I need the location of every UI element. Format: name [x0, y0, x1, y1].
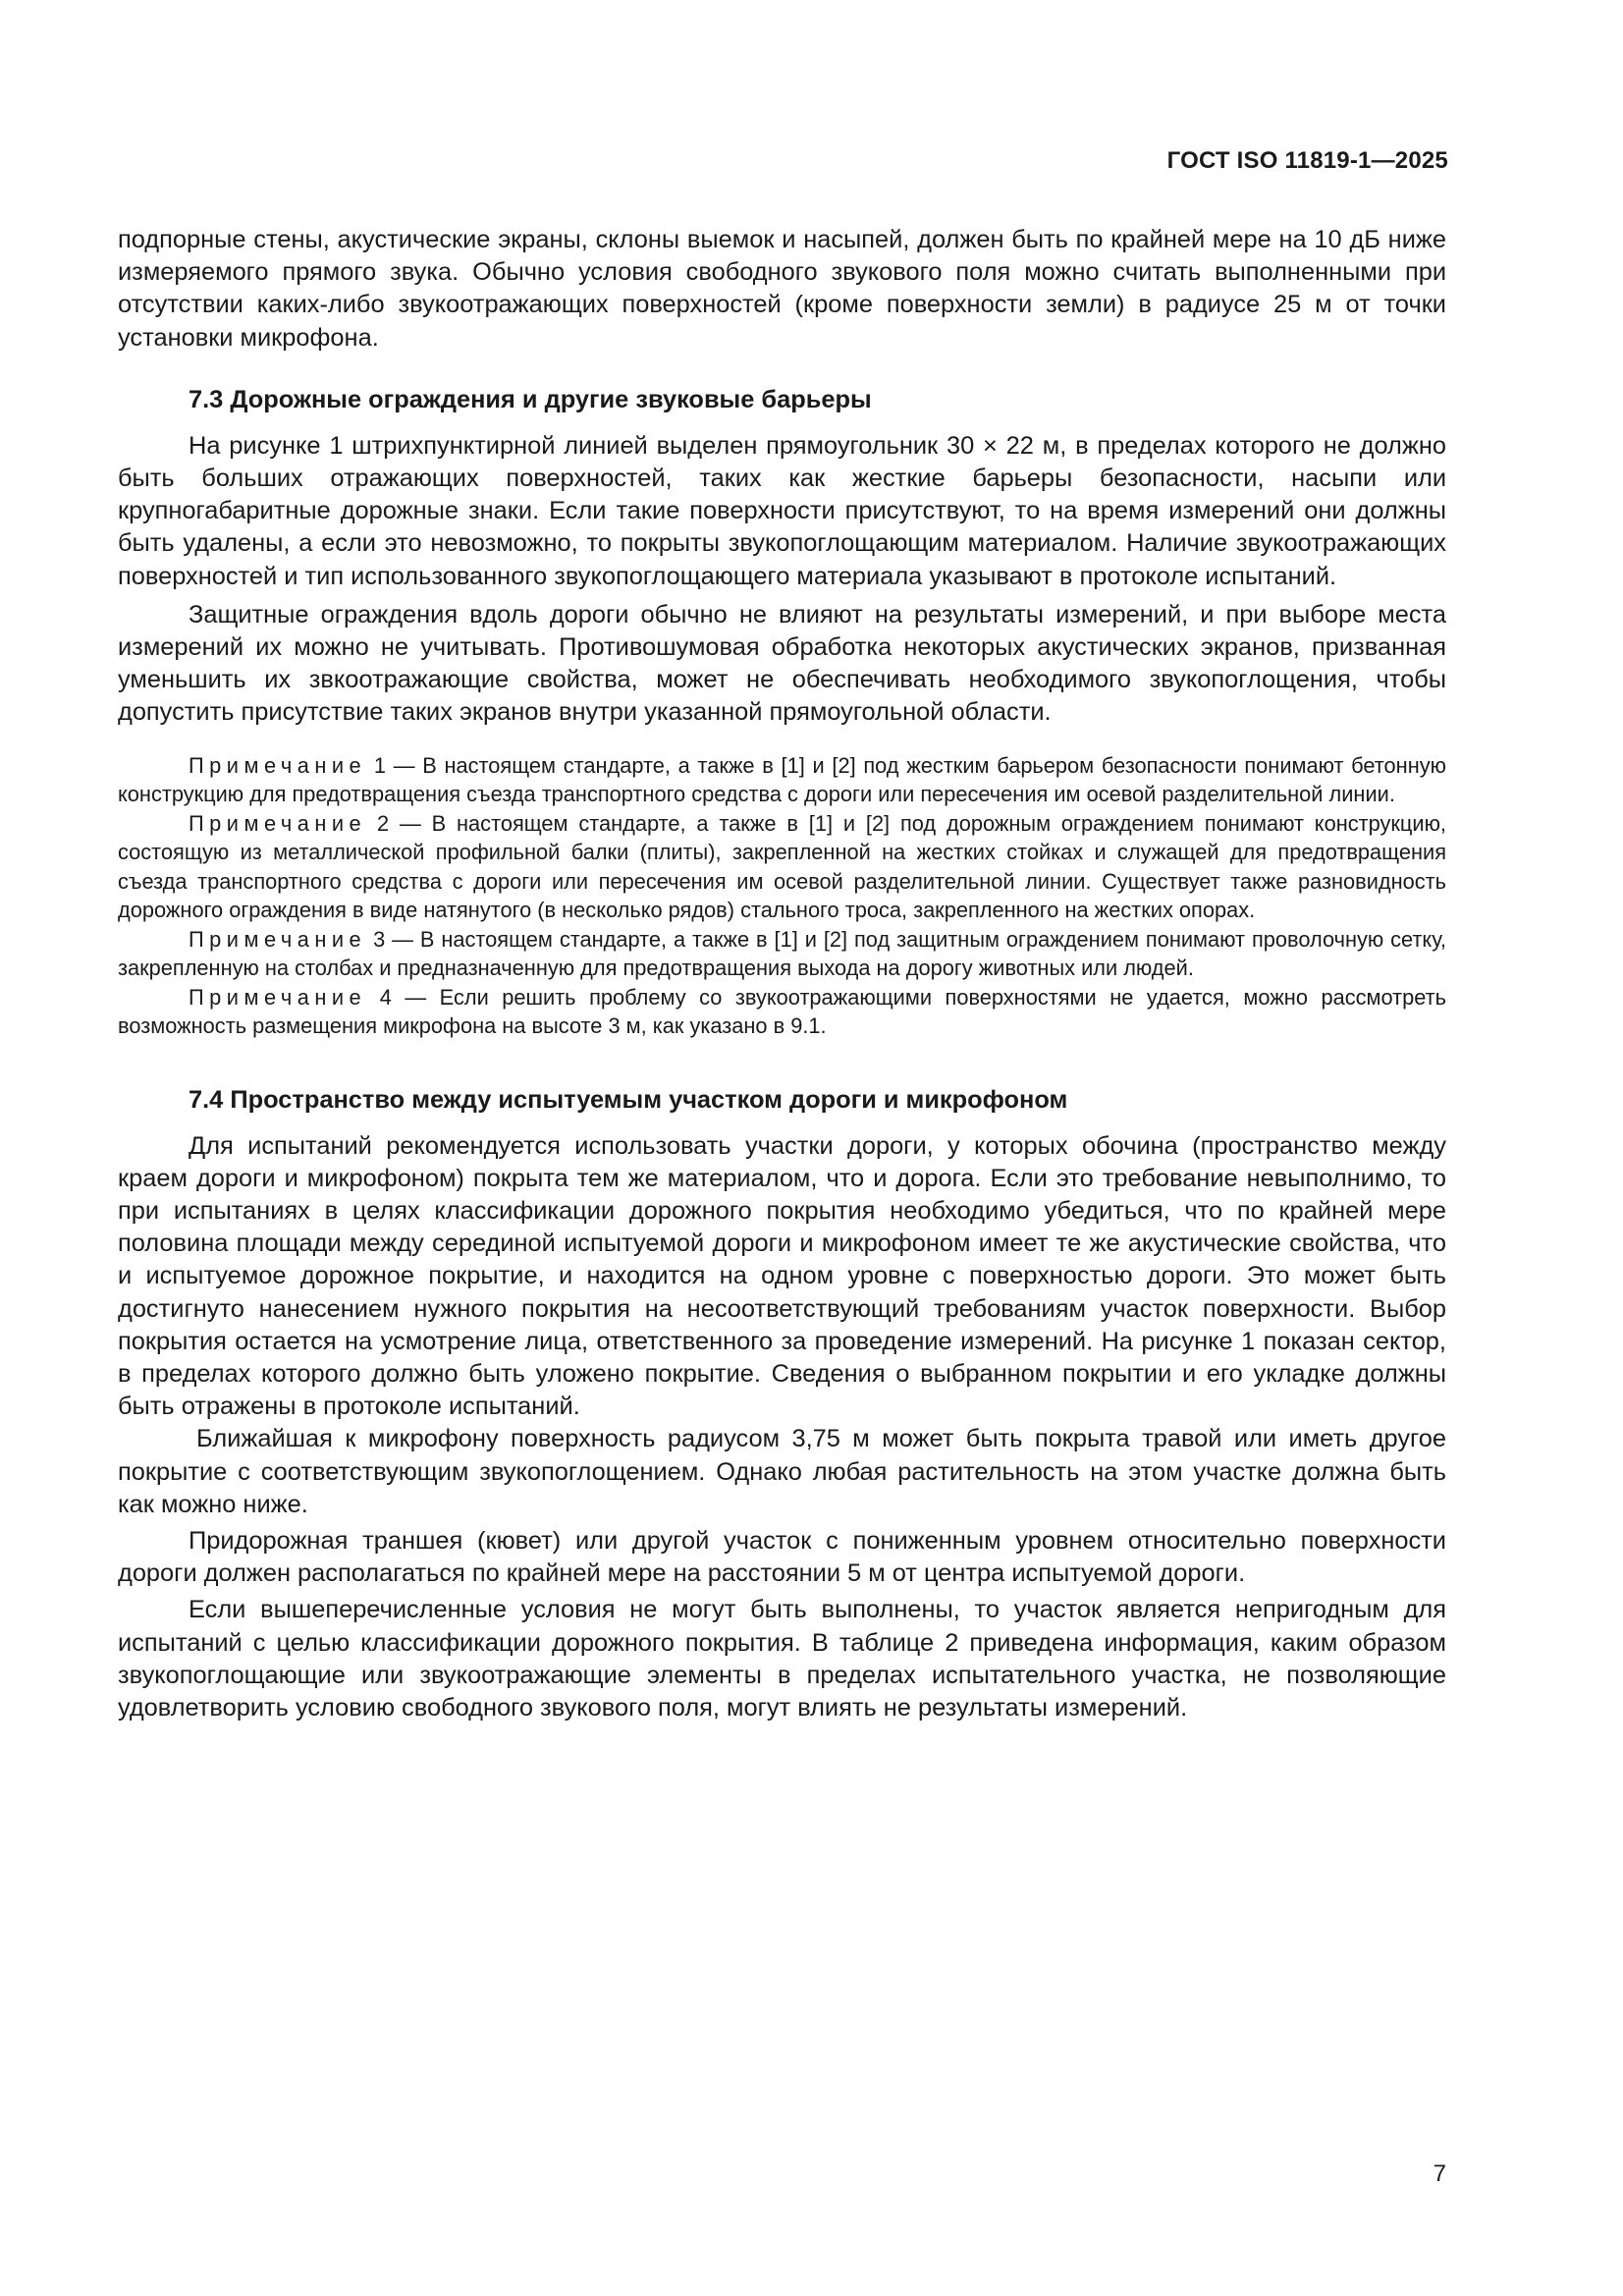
note-2: [118, 809, 1446, 925]
section-7-4-paragraph: Придорожная траншея (кювет) или другой участок с пониженным уровнем относительно поверхности дороги должен располагаться по крайней мере на расстоянии 5 м от центра испытуемой дороги.: [118, 1527, 1446, 1588]
note-text: 3 — В настоящем стандарте, а также в [1] и [2] под защитным ограждением понимают проволочную сетку, закрепленную на столбах и предназначенную для предотвращения выхода на дорогу животных или людей.: [118, 926, 1446, 981]
note-label: Примечание: [189, 926, 367, 952]
section-7-3-paragraph: Защитные ограждения вдоль дороги обычно не влияют на результаты измерений, и при выборе места измерений их можно не учитывать. Противошумовая обработка некоторых акустических экранов, призванная уменьшить их звкоотражающие свойства, может не обеспечивать необходимого звукопоглощения, чтобы допустить присутствие таких экранов внутри указанной прямоугольной области.: [118, 600, 1446, 727]
section-7-3-paragraph: На рисунке 1 штрихпунктирной линией выделен прямоугольник 30 × 22 м, в пределах которого не должно быть больших отражающих поверхностей, таких как жесткие барьеры безопасности, насыпи или крупногабаритные дорожные знаки. Если такие поверхности присутствуют, то на время измерений они должны быть удалены, а если это невозможно, то покрыты звукопоглощающим материалом. Наличие звукоотражающих поверхностей и тип использованного звукопоглощающего материала указывают в протоколе испытаний.: [118, 431, 1446, 590]
document-id-header: ГОСТ ISO 11819-1—2025: [1166, 147, 1448, 174]
note-text: 1 — В настоящем стандарте, а также в [1] и [2] под жестким барьером безопасности понимают бетонную конструкцию для предотвращения съезда транспортного средства с дороги или пересечения им осевой разделительной линии.: [118, 752, 1446, 807]
section-7-4-paragraph: Для испытаний рекомендуется использовать участки дороги, у которых обочина (пространство между краем дороги и микрофоном) покрыта тем же материалом, что и дорога. Если это требование невыполнимо, то при испытаниях в целях классификации дорожного покрытия необходимо убедиться, что по крайней мере половина площади между серединой испытуемой дороги и микрофоном имеет те же акустические свойства, что и испытуемое дорожное покрытие, и находится на одном уровне с поверхностью дороги. Это может быть достигнуто нанесением нужного покрытия на несоответствующий требованиям участок поверхности. Выбор покрытия остается на усмотрение лица, ответственного за проведение измерений. На рисунке 1 показан сектор, в пределах которого должно быть уложено покрытие. Сведения о выбранном покрытии и его укладке должны быть отражены в протоколе испытаний.: [118, 1131, 1446, 1421]
note-label: Примечание: [189, 984, 367, 1010]
section-7-4-paragraph: Если вышеперечисленные условия не могут быть выполнены, то участок является непригодным для испытаний с целью классификации дорожного покрытия. В таблице 2 приведена информация, каким образом звукопоглощающие или звукоотражающие элементы в пределах испытательного участка, не позволяющие удовлетворить условию свободного звукового поля, могут влиять не результаты измерений.: [118, 1596, 1446, 1722]
note-text: 2 — В настоящем стандарте, а также в [1] и [2] под дорожным ограждением понимают конструкцию, состоящую из металлической профильной балки (плиты), закрепленной на жестких стойках и служащей для предотвращения съезда транспортного средства с дороги или пересечения им осевой разделительной линии. Существует также разновидность дорожного ограждения в виде натянутого (в несколько рядов) стального троса, закрепленного на жестких опорах.: [118, 810, 1446, 923]
note-label: Примечание: [189, 752, 367, 778]
note-1: [118, 751, 1446, 809]
note-label: Примечание: [189, 810, 367, 836]
section-7-4-heading: 7.4 Пространство между испытуемым участком дороги и микрофоном: [189, 1085, 1068, 1114]
page-number: 7: [1433, 2160, 1446, 2187]
note-text: 4 — Если решить проблему со звукоотражающими поверхностями не удается, можно рассмотреть возможность размещения микрофона на высоте 3 м, как указано в 9.1.: [118, 984, 1446, 1039]
note-4: [118, 983, 1446, 1041]
section-7-3-heading: 7.3 Дорожные ограждения и другие звуковые барьеры: [189, 385, 872, 413]
intro-paragraph: подпорные стены, акустические экраны, склоны выемок и насыпей, должен быть по крайней мере на 10 дБ ниже измеряемого прямого звука. Обычно условия свободного звукового поля можно считать выполненными при отсутствии каких-либо звукоотражающих поверхностей (кроме поверхности земли) в радиусе 25 м от точки установки микрофона.: [118, 226, 1446, 352]
note-3: [118, 925, 1446, 983]
section-7-4-paragraph: Ближайшая к микрофону поверхность радиусом 3,75 м может быть покрыта травой или иметь другое покрытие с соответствующим звукопоглощением. Однако любая растительность на этом участке должна быть как можно ниже.: [118, 1425, 1446, 1518]
page-content: [118, 224, 1446, 1724]
